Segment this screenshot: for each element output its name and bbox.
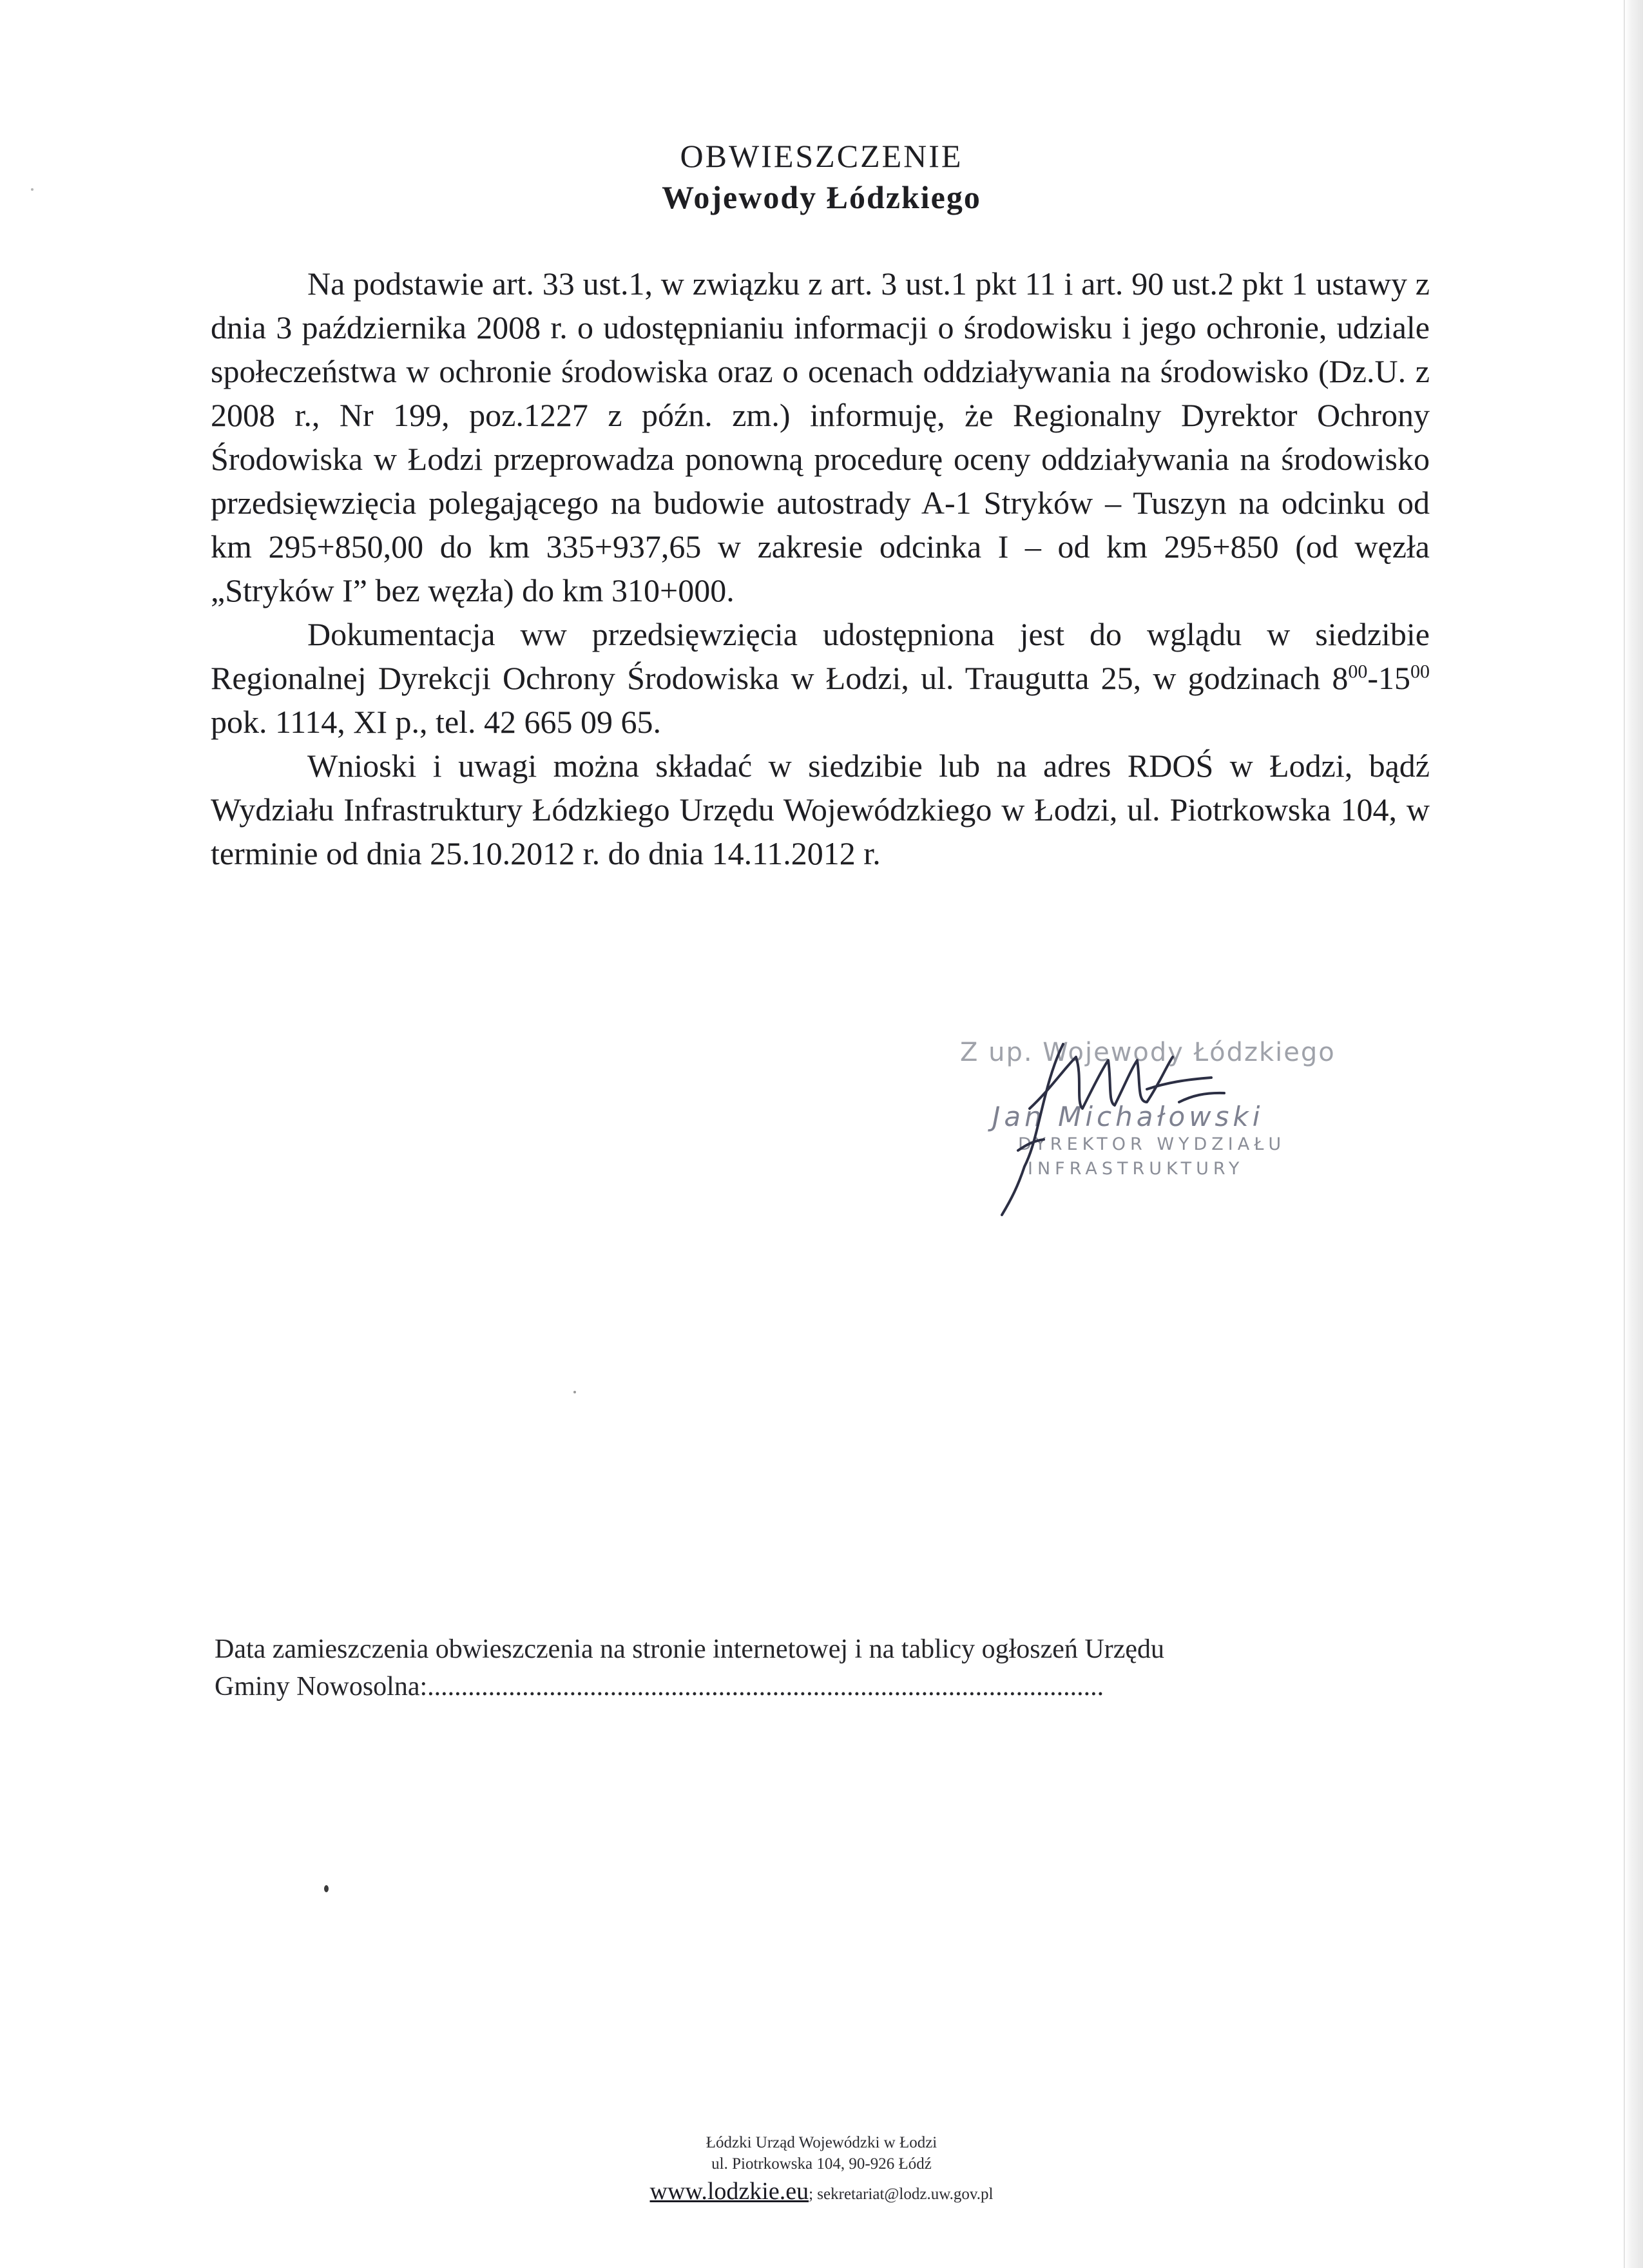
office-contact bbox=[0, 2177, 1643, 2209]
publication-note-line1: Data zamieszczenia obwieszczenia na stronie internetowej i na tablicy ogłoszeń Urzędu bbox=[215, 1634, 1164, 1664]
scan-speck bbox=[324, 1885, 329, 1892]
document-body bbox=[211, 262, 1430, 875]
scan-speck bbox=[573, 1391, 576, 1393]
documentation-contact: pok. 1114, XI p., tel. 42 665 09 65. bbox=[211, 704, 662, 740]
hours-from-minutes: 00 bbox=[1348, 661, 1368, 683]
scan-speck bbox=[31, 188, 34, 191]
office-address: ul. Piotrkowska 104, 90-926 Łódź bbox=[711, 2155, 932, 2173]
documentation-text: Dokumentacja ww przedsięwzięcia udostępniona jest do wglądu w siedzibie Regionalnej Dyrekcji Ochrony Środowiska w Łodzi, ul. Traugutta 25, w godzinach 8 bbox=[211, 616, 1430, 696]
paragraph-legal-basis: Na podstawie art. 33 ust.1, w związku z art. 3 ust.1 pkt 11 i art. 90 ust.2 pkt 1 ustawy z dnia 3 października 2008 r. o udostępnianiu informacji o środowisku i jego ochronie, udziale społeczeństwa w ochronie środowiska oraz o ocenach oddziaływania na środowisko (Dz.U. z 2008 r., Nr 199, poz.1227 z późn. zm.) informuję, że Regionalny Dyrektor Ochrony Środowiska w Łodzi przeprowadza ponowną procedurę oceny oddziaływania na środowisko przedsięwzięcia polegającego na budowie autostrady A-1 Stryków – Tuszyn na odcinku od km 295+850,00 do km 335+937,65 w zakresie odcinka I – od km 295+850 (od węzła „Stryków I” bez węzła) do km 310+000. bbox=[211, 266, 1430, 608]
document-subtitle: Wojewody Łódzkiego bbox=[662, 179, 981, 215]
publication-note-line2: Gminy Nowosolna:.................................................................................................... bbox=[215, 1672, 1104, 1701]
stamp-name: Jan Michałowski bbox=[992, 1101, 1264, 1132]
handwritten-signature bbox=[954, 1031, 1340, 1218]
office-email: ; sekretariat@lodz.uw.gov.pl bbox=[809, 2186, 994, 2203]
office-name: Łódzki Urząd Wojewódzki w Łodzi bbox=[706, 2134, 937, 2151]
hours-separator: -15 bbox=[1367, 660, 1410, 696]
paragraph-comments: Wnioski i uwagi można składać w siedzibie lub na adres RDOŚ w Łodzi, bądź Wydziału Infrastruktury Łódzkiego Urzędu Wojewódzkiego w Łodzi, ul. Piotrkowska 104, w terminie od dnia 25.10.2012 r. do dnia 14.11.2012 r. bbox=[211, 748, 1430, 871]
stamp-authorization: Z up. Wojewody Łódzkiego bbox=[960, 1038, 1336, 1067]
paragraph-documentation bbox=[211, 612, 1430, 744]
document-heading bbox=[0, 135, 1643, 218]
page-edge bbox=[1624, 0, 1643, 2268]
official-stamp bbox=[954, 1031, 1340, 1218]
publication-date-note bbox=[215, 1631, 1429, 1705]
hours-to-minutes: 00 bbox=[1410, 661, 1430, 683]
stamp-department: INFRASTRUKTURY bbox=[1028, 1159, 1244, 1179]
letterhead-footer bbox=[0, 2132, 1643, 2209]
stamp-position: DYREKTOR WYDZIAŁU bbox=[1018, 1134, 1286, 1154]
website-link[interactable]: www.lodzkie.eu bbox=[649, 2178, 809, 2205]
document-title: OBWIESZCZENIE bbox=[680, 138, 963, 174]
